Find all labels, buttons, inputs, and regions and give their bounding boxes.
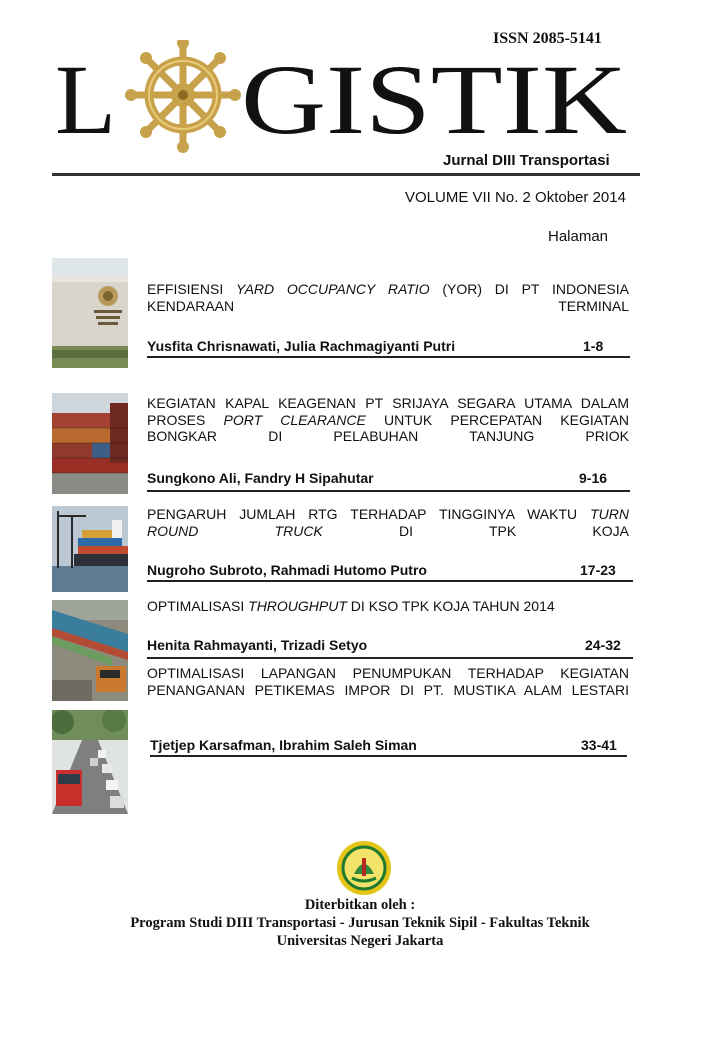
- article-pages-5: 33-41: [581, 737, 617, 753]
- article-divider: [147, 657, 633, 659]
- university-emblem-icon: [336, 840, 392, 896]
- article-authors-1: Yusfita Chrisnawati, Julia Rachmagiyanti Putri: [147, 338, 456, 354]
- title-italic-term: YARD OCCUPANCY RATIO: [236, 281, 430, 297]
- publisher-line-1: Program Studi DIII Transportasi - Jurusan Teknik Sipil - Fakultas Teknik: [130, 915, 590, 931]
- container-ship-photo: [52, 506, 128, 592]
- title-text: KEGIATAN KAPAL KEAGENAN PT SRIJAYA SEGARA UTAMA DALAM PROSES: [147, 395, 629, 428]
- title-text: PENGARUH JUMLAH RTG TERHADAP TINGGINYA WAKTU: [147, 506, 591, 522]
- article-authors-4: Henita Rahmayanti, Trizadi Setyo: [147, 637, 368, 653]
- title-text: OPTIMALISASI: [147, 598, 249, 614]
- title-letters-gistik: GISTIK: [241, 44, 627, 155]
- article-divider: [147, 490, 630, 492]
- traffic-street-photo: [52, 710, 128, 814]
- title-text: EFFISIENSI: [147, 281, 237, 297]
- article-authors-5: Tjetjep Karsafman, Ibrahim Saleh Siman: [150, 737, 417, 753]
- title-text: OPTIMALISASI LAPANGAN PENUMPUKAN TERHADAP KEGIATAN PENANGANAN PETIKEMAS IMPOR DI PT. MUSTIKA ALAM LESTARI: [147, 665, 629, 698]
- article-pages-3: 17-23: [580, 562, 616, 578]
- article-pages-1: 1-8: [583, 338, 604, 354]
- pages-heading: Halaman: [548, 228, 609, 245]
- container-train-photo: [52, 600, 128, 701]
- title-italic-term: PORT CLEARANCE: [223, 411, 366, 428]
- article-title-3: [147, 506, 629, 539]
- volume-label: VOLUME VII No. 2 Oktober 2014: [405, 189, 626, 206]
- issn-label: ISSN 2085-5141: [493, 30, 602, 47]
- title-italic-term: THROUGHPUT: [248, 598, 347, 614]
- title-text: DI TPK KOJA: [322, 522, 629, 539]
- article-divider: [147, 356, 630, 358]
- title-italic-term: TURN ROUND TRUCK: [147, 506, 629, 539]
- article-title-1: [147, 281, 629, 314]
- journal-title: [55, 40, 655, 160]
- article-authors-2: Sungkono Ali, Fandry H Sipahutar: [147, 470, 374, 486]
- article-title-2: [147, 395, 629, 445]
- title-text: (YOR) DI PT INDONESIA KENDARAAN TERMINAL: [147, 281, 630, 314]
- title-text: UNTUK PERCEPATAN KEGIATAN BONGKAR DI PELABUHAN TANJUNG PRIOK: [147, 411, 629, 444]
- ship-wheel-icon: [125, 40, 241, 153]
- article-divider: [150, 755, 627, 757]
- journal-subtitle: Jurnal DIII Transportasi: [443, 152, 610, 169]
- university-building-photo: [52, 258, 128, 368]
- header-divider: [52, 173, 640, 176]
- title-text: DI KSO TPK KOJA TAHUN 2014: [346, 598, 555, 614]
- publisher-label: Diterbitkan oleh :: [304, 897, 416, 913]
- article-pages-4: 24-32: [585, 637, 621, 653]
- title-letter-l: L: [55, 44, 117, 155]
- article-title-5: [147, 665, 629, 698]
- publisher-line-2: Universitas Negeri Jakarta: [276, 933, 444, 949]
- article-authors-3: Nugroho Subroto, Rahmadi Hutomo Putro: [147, 562, 427, 578]
- article-divider: [147, 580, 633, 582]
- article-title-4: [147, 598, 629, 615]
- article-pages-2: 9-16: [579, 470, 608, 486]
- container-stack-photo: [52, 393, 128, 494]
